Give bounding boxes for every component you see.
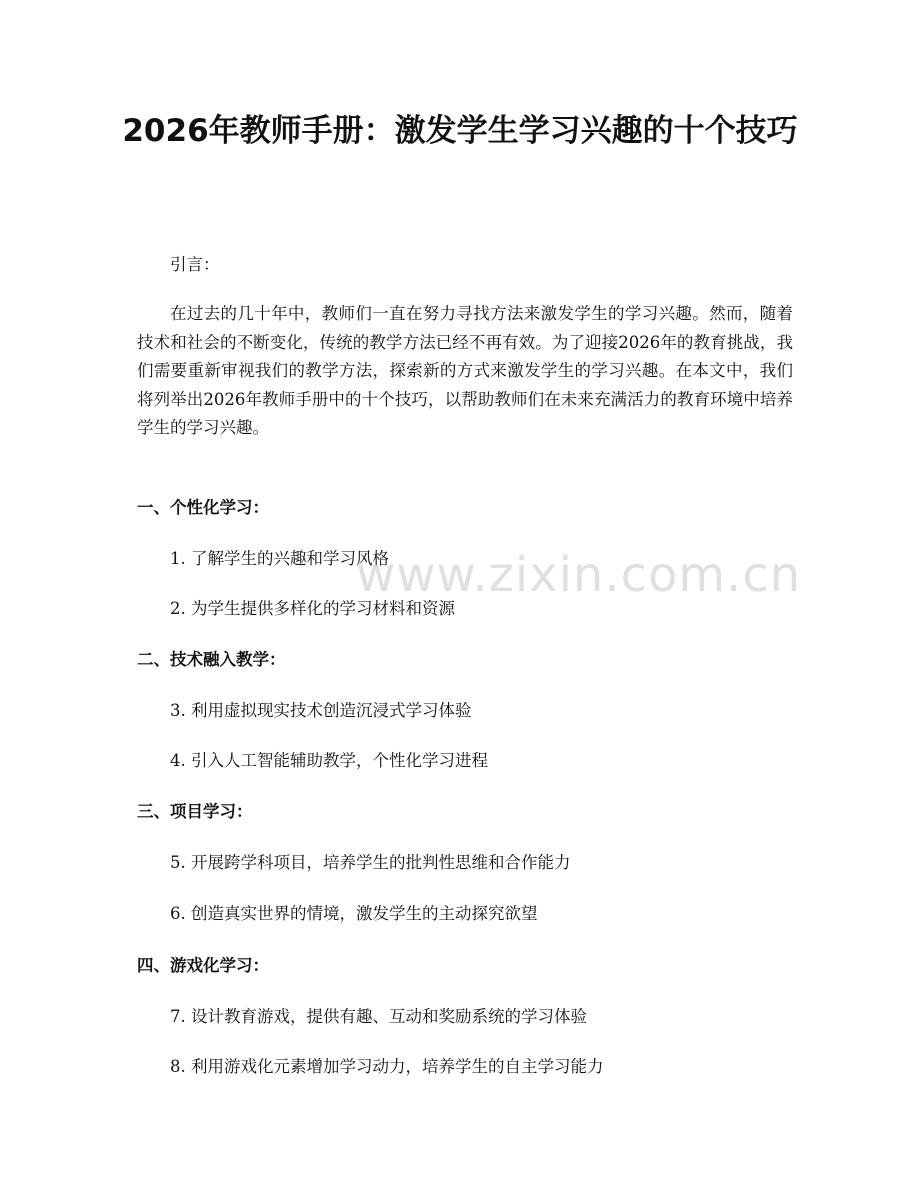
intro-paragraph: 在过去的几十年中，教师们一直在努力寻找方法来激发学生的学习兴趣。然而，随着技术和社会的不断变化，传统的教学方法已经不再有效。为了迎接2026年的教育挑战，我们需要重新审视我们的教学方法，探索新的方式来激发学生的学习兴趣。在本文中，我们将列举出2026年教师手册中的十个技巧，以帮助教师们在未来充满活力的教育环境中培养学生的学习兴趣。 [137,304,793,438]
watermark: www.zixin.com.cn [356,547,802,603]
list-item-8: 8. 利用游戏化元素增加学习动力，培养学生的自主学习能力 [170,1057,604,1076]
list-item-7: 7. 设计教育游戏，提供有趣、互动和奖励系统的学习体验 [170,1007,587,1026]
section-heading-3: 三、项目学习： [137,802,253,821]
section-heading-2: 二、技术融入教学： [137,650,286,669]
list-item-4: 4. 引入人工智能辅助教学，个性化学习进程 [170,751,488,770]
intro-label: 引言： [170,255,220,274]
document-title: 2026年教师手册：激发学生学习兴趣的十个技巧 [122,113,798,149]
list-item-3: 3. 利用虚拟现实技术创造沉浸式学习体验 [170,701,472,720]
section-heading-4: 四、游戏化学习： [137,956,269,975]
list-item-1: 1. 了解学生的兴趣和学习风格 [170,549,389,568]
list-item-2: 2. 为学生提供多样化的学习材料和资源 [170,599,455,618]
section-heading-1: 一、个性化学习： [137,498,269,517]
list-item-6: 6. 创造真实世界的情境，激发学生的主动探究欲望 [170,904,538,923]
list-item-5: 5. 开展跨学科项目，培养学生的批判性思维和合作能力 [170,853,571,872]
